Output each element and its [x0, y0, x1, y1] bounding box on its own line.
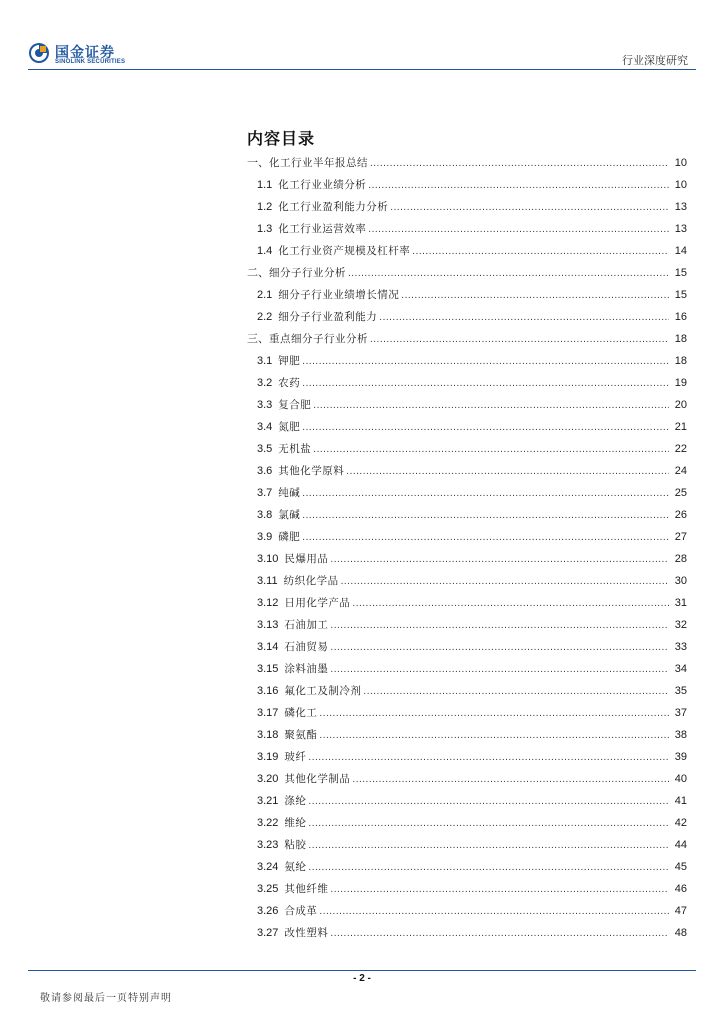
toc-entry-title: 氨纶 [284, 861, 307, 873]
toc-entry-title: 农药 [278, 377, 301, 389]
toc-entry-number: 2.1 [257, 289, 273, 301]
toc-entry-title: 粘胶 [284, 839, 307, 851]
toc-entry-number: 3.17 [257, 707, 279, 719]
toc-entry-title: 化工行业盈利能力分析 [278, 201, 389, 213]
toc-leader-dots [379, 306, 669, 329]
toc-leader-dots [330, 614, 669, 637]
toc-entry-title: 氮肥 [278, 421, 301, 433]
toc-entry-number: 3.11 [257, 575, 278, 587]
toc-entry-page: 18 [674, 355, 687, 367]
toc-entry-title: 聚氨酯 [284, 729, 318, 741]
toc-entry-number: 3.13 [257, 619, 279, 631]
toc-leader-dots [330, 922, 669, 945]
toc-entry-page: 21 [674, 421, 687, 433]
footer-divider [28, 970, 696, 971]
toc-entry-page: 19 [674, 377, 687, 389]
toc-entry[interactable] [247, 702, 687, 724]
toc-entry[interactable] [247, 768, 687, 790]
logo-cn-text: 国金证券 [55, 45, 115, 61]
toc-entry-page: 45 [674, 861, 687, 873]
toc-entry[interactable] [247, 284, 687, 306]
toc-leader-dots [308, 834, 669, 857]
toc-entry[interactable] [247, 416, 687, 438]
toc-entry[interactable] [247, 724, 687, 746]
toc-entry-title: 改性塑料 [284, 927, 329, 939]
toc-entry-page: 37 [674, 707, 687, 719]
toc-entry-title: 玻纤 [284, 751, 307, 763]
toc-entry-page: 25 [674, 487, 687, 499]
toc-entry-title: 日用化学产品 [284, 597, 351, 609]
toc-title: 内容目录 [247, 129, 316, 148]
toc-entry-number: 1.2 [257, 201, 273, 213]
toc-entry-page: 18 [674, 333, 687, 345]
toc-entry[interactable] [247, 658, 687, 680]
logo-en-text: SINOLINK SECURITIES [55, 59, 126, 65]
toc-entry-page: 20 [674, 399, 687, 411]
toc-leader-dots [308, 746, 669, 769]
toc-entry-number: 3.19 [257, 751, 279, 763]
toc-entry-page: 13 [674, 223, 687, 235]
page-header [0, 0, 724, 72]
toc-leader-dots [330, 636, 669, 659]
toc-entry-number: 一、 [247, 156, 269, 169]
toc-leader-dots [319, 900, 669, 923]
toc-entry-number: 3.7 [257, 487, 273, 499]
toc-entry[interactable] [247, 328, 687, 350]
toc-entry-number: 3.23 [257, 839, 279, 851]
toc-entry[interactable] [247, 218, 687, 240]
toc-entry-page: 42 [674, 817, 687, 829]
toc-entry-title: 合成革 [284, 905, 318, 917]
toc-entry-title: 涤纶 [284, 795, 307, 807]
toc-entry[interactable] [247, 856, 687, 878]
toc-leader-dots [308, 856, 669, 879]
toc-entry[interactable] [247, 196, 687, 218]
toc-entry-page: 22 [674, 443, 687, 455]
toc-entry-page: 38 [674, 729, 687, 741]
toc-entry-page: 14 [674, 245, 687, 257]
toc-entry-page: 28 [674, 553, 687, 565]
toc-entry-page: 34 [674, 663, 687, 675]
toc-entry[interactable] [247, 460, 687, 482]
toc-entry-number: 3.22 [257, 817, 279, 829]
toc-entry-number: 3.6 [257, 465, 273, 477]
toc-entry[interactable] [247, 482, 687, 504]
toc-leader-dots [341, 570, 669, 593]
toc-leader-dots [368, 218, 669, 241]
toc-entry-number: 3.25 [257, 883, 279, 895]
toc-leader-dots [302, 372, 669, 395]
toc-entry-page: 33 [674, 641, 687, 653]
toc-entry-title: 涂料油墨 [284, 663, 329, 675]
toc-entry-title: 氟化工及制冷剂 [284, 685, 362, 697]
toc-entry-title: 细分子行业业绩增长情况 [278, 289, 400, 301]
table-of-contents [247, 152, 687, 944]
header-divider [28, 69, 696, 70]
toc-entry-title: 纯碱 [278, 487, 301, 499]
toc-leader-dots [346, 460, 669, 483]
toc-entry-title: 其他化学原料 [278, 465, 345, 477]
toc-leader-dots [390, 196, 669, 219]
toc-entry-page: 27 [674, 531, 687, 543]
toc-leader-dots [302, 504, 669, 527]
toc-entry-title: 化工行业运营效率 [278, 223, 367, 235]
toc-entry-title: 化工行业半年报总结 [269, 157, 368, 169]
toc-entry-number: 3.15 [257, 663, 279, 675]
toc-entry-page: 41 [674, 795, 687, 807]
toc-entry[interactable] [247, 570, 687, 592]
toc-leader-dots [302, 416, 669, 439]
toc-entry[interactable] [247, 746, 687, 768]
toc-entry-title: 石油贸易 [284, 641, 329, 653]
toc-leader-dots [330, 658, 669, 681]
toc-entry-number: 3.21 [257, 795, 279, 807]
toc-entry-page: 39 [674, 751, 687, 763]
toc-leader-dots [302, 526, 669, 549]
toc-entry-number: 3.8 [257, 509, 273, 521]
toc-entry-page: 24 [674, 465, 687, 477]
toc-entry-title: 细分子行业分析 [269, 267, 346, 279]
toc-entry-page: 46 [674, 883, 687, 895]
toc-entry-page: 32 [674, 619, 687, 631]
toc-entry[interactable] [247, 812, 687, 834]
toc-entry[interactable] [247, 680, 687, 702]
toc-leader-dots [330, 878, 669, 901]
toc-leader-dots [368, 174, 669, 197]
toc-entry-number: 3.26 [257, 905, 279, 917]
toc-entry[interactable] [247, 262, 687, 284]
toc-entry-number: 3.16 [257, 685, 279, 697]
toc-entry[interactable] [247, 636, 687, 658]
toc-entry-title: 民爆用品 [284, 553, 329, 565]
toc-entry[interactable] [247, 548, 687, 570]
toc-entry-title: 氯碱 [278, 509, 301, 521]
toc-entry-page: 31 [674, 597, 687, 609]
toc-entry-page: 30 [674, 575, 687, 587]
toc-entry-number: 1.3 [257, 223, 273, 235]
toc-leader-dots [363, 680, 669, 703]
toc-leader-dots [313, 394, 669, 417]
toc-entry[interactable] [247, 834, 687, 856]
toc-entry-number: 三、 [247, 332, 269, 345]
toc-entry-title: 无机盐 [278, 443, 312, 455]
company-logo [28, 40, 138, 68]
toc-entry-page: 10 [674, 179, 687, 191]
toc-entry[interactable] [247, 922, 687, 944]
toc-leader-dots [330, 548, 669, 571]
toc-entry-title: 复合肥 [278, 399, 312, 411]
toc-entry-number: 3.18 [257, 729, 279, 741]
toc-entry-number: 3.12 [257, 597, 279, 609]
toc-entry-page: 15 [674, 267, 687, 279]
section-label: 行业深度研究 [622, 54, 688, 67]
toc-leader-dots [401, 284, 669, 307]
toc-leader-dots [319, 702, 669, 725]
toc-entry[interactable] [247, 504, 687, 526]
toc-entry-number: 3.14 [257, 641, 279, 653]
toc-entry[interactable] [247, 372, 687, 394]
toc-entry-title: 石油加工 [284, 619, 329, 631]
toc-entry-title: 细分子行业盈利能力 [278, 311, 378, 323]
toc-leader-dots [319, 724, 669, 747]
toc-entry-page: 44 [674, 839, 687, 851]
toc-entry-number: 3.24 [257, 861, 279, 873]
toc-leader-dots [352, 592, 669, 615]
toc-entry-title: 磷肥 [278, 531, 301, 543]
toc-entry-title: 维纶 [284, 817, 307, 829]
toc-entry[interactable] [247, 438, 687, 460]
toc-entry-title: 钾肥 [278, 355, 301, 367]
toc-entry-page: 48 [674, 927, 687, 939]
toc-leader-dots [308, 812, 669, 835]
toc-entry-number: 二、 [247, 266, 269, 279]
toc-entry-number: 3.2 [257, 377, 273, 389]
toc-entry-page: 15 [674, 289, 687, 301]
toc-leader-dots [412, 240, 669, 263]
toc-entry-page: 47 [674, 905, 687, 917]
toc-entry[interactable] [247, 350, 687, 372]
toc-entry-title: 化工行业资产规模及杠杆率 [278, 245, 411, 257]
toc-leader-dots [370, 152, 669, 175]
toc-entry-number: 3.10 [257, 553, 279, 565]
toc-entry[interactable] [247, 878, 687, 900]
toc-entry-page: 26 [674, 509, 687, 521]
toc-entry-title: 磷化工 [284, 707, 318, 719]
toc-entry[interactable] [247, 306, 687, 328]
toc-entry-number: 3.4 [257, 421, 273, 433]
toc-entry[interactable] [247, 526, 687, 548]
toc-entry-title: 其他纤维 [284, 883, 329, 895]
toc-entry-title: 重点细分子行业分析 [269, 333, 368, 345]
toc-entry-number: 1.1 [257, 179, 273, 191]
toc-leader-dots [302, 482, 669, 505]
toc-leader-dots [370, 328, 669, 351]
toc-leader-dots [348, 262, 669, 285]
toc-entry-number: 3.5 [257, 443, 273, 455]
toc-leader-dots [302, 350, 669, 373]
footer-disclaimer: 敬请参阅最后一页特别声明 [40, 993, 172, 1004]
toc-entry-title: 化工行业业绩分析 [278, 179, 367, 191]
toc-entry[interactable] [247, 152, 687, 174]
toc-entry-number: 2.2 [257, 311, 273, 323]
toc-entry-page: 35 [674, 685, 687, 697]
toc-entry[interactable] [247, 240, 687, 262]
toc-entry-number: 3.9 [257, 531, 273, 543]
toc-entry[interactable] [247, 394, 687, 416]
toc-leader-dots [313, 438, 669, 461]
toc-entry-page: 10 [674, 157, 687, 169]
toc-entry-page: 16 [674, 311, 687, 323]
toc-entry[interactable] [247, 790, 687, 812]
sinolink-logo-icon [28, 42, 50, 64]
toc-leader-dots [352, 768, 669, 791]
toc-entry-number: 3.20 [257, 773, 279, 785]
toc-entry-title: 其他化学制品 [284, 773, 351, 785]
page-number: - 2 - [353, 973, 371, 984]
toc-entry-title: 纺织化学品 [283, 575, 339, 587]
toc-entry-number: 1.4 [257, 245, 273, 257]
toc-leader-dots [308, 790, 669, 813]
toc-entry[interactable] [247, 614, 687, 636]
toc-entry[interactable] [247, 900, 687, 922]
toc-entry-page: 13 [674, 201, 687, 213]
toc-entry-number: 3.3 [257, 399, 273, 411]
toc-entry-page: 40 [674, 773, 687, 785]
toc-entry-number: 3.1 [257, 355, 273, 367]
toc-entry-number: 3.27 [257, 927, 279, 939]
toc-entry[interactable] [247, 592, 687, 614]
toc-entry[interactable] [247, 174, 687, 196]
